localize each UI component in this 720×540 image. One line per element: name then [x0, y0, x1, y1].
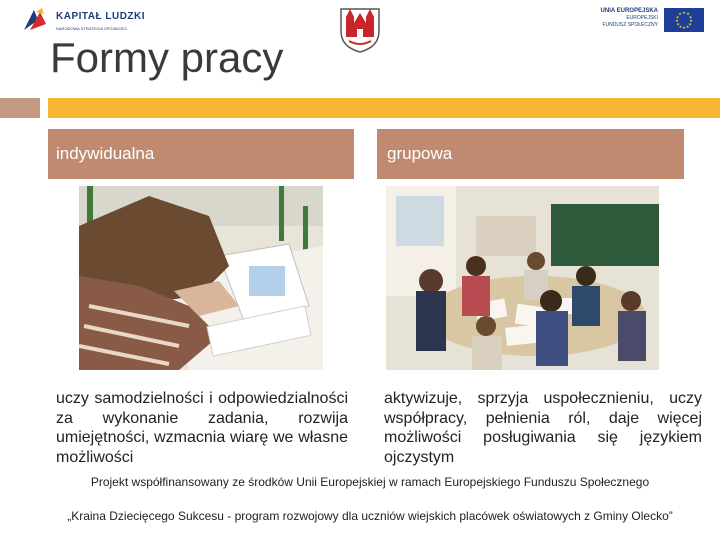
svg-text:★: ★: [688, 14, 693, 20]
svg-text:★: ★: [676, 21, 680, 27]
svg-text:★: ★: [675, 18, 679, 23]
program-note: „Kraina Dziecięcego Sukcesu - program rozwojowy dla uczniów wiejskich placówek oświatowych z Gminy Olecko”: [67, 509, 673, 523]
crest-icon: [337, 3, 383, 53]
svg-text:★: ★: [682, 25, 686, 30]
svg-text:★: ★: [678, 11, 682, 16]
logo-kl-tagline: NARODOWA STRATEGIA SPÓJNOŚCI: [56, 26, 128, 31]
svg-text:★: ★: [685, 24, 690, 29]
logo-kl-name: KAPITAŁ LUDZKI: [56, 11, 146, 22]
photo-group-work: [386, 186, 659, 370]
page-title: Formy pracy: [50, 34, 284, 81]
eu-fund-2: FUNDUSZ SPOŁECZNY: [602, 22, 658, 28]
heading-group: grupowa: [377, 129, 684, 179]
town-crest-logo: [337, 3, 383, 53]
svg-text:★: ★: [688, 21, 692, 27]
heading-individual: indywidualna: [48, 129, 354, 179]
eu-fund-1: EUROPEJSKI: [626, 15, 658, 21]
photo-individual-work: [79, 186, 323, 370]
kapital-ludzki-logo: [22, 4, 172, 38]
eu-efs-logo: [596, 6, 712, 34]
svg-text:★: ★: [686, 11, 690, 16]
description-individual: uczy samodzielności i odpowiedzialności za wykonanie zadania, rozwija umiejętności, wzmacnia wiarę we własne możliwości: [56, 390, 348, 466]
funding-note: Projekt współfinansowany ze środków Unii Europejskiej w ramach Europejskiego Funduszu Społecznego: [90, 475, 650, 489]
eu-flag-icon: [664, 8, 704, 32]
eu-name: UNIA EUROPEJSKA: [600, 8, 658, 14]
svg-text:★: ★: [689, 18, 693, 23]
description-group: aktywizuje, sprzyja uspołecznieniu, uczy współpracy, pełnienia ról, daje więcej możliwości posługiwania się językiem ojczystym: [384, 390, 702, 466]
svg-text:★: ★: [675, 14, 680, 20]
top-accent-bar: [48, 98, 720, 118]
flag-icon: [22, 6, 48, 32]
svg-text:★: ★: [678, 24, 683, 29]
side-accent-bar: [0, 98, 40, 118]
svg-text:★: ★: [682, 10, 686, 15]
